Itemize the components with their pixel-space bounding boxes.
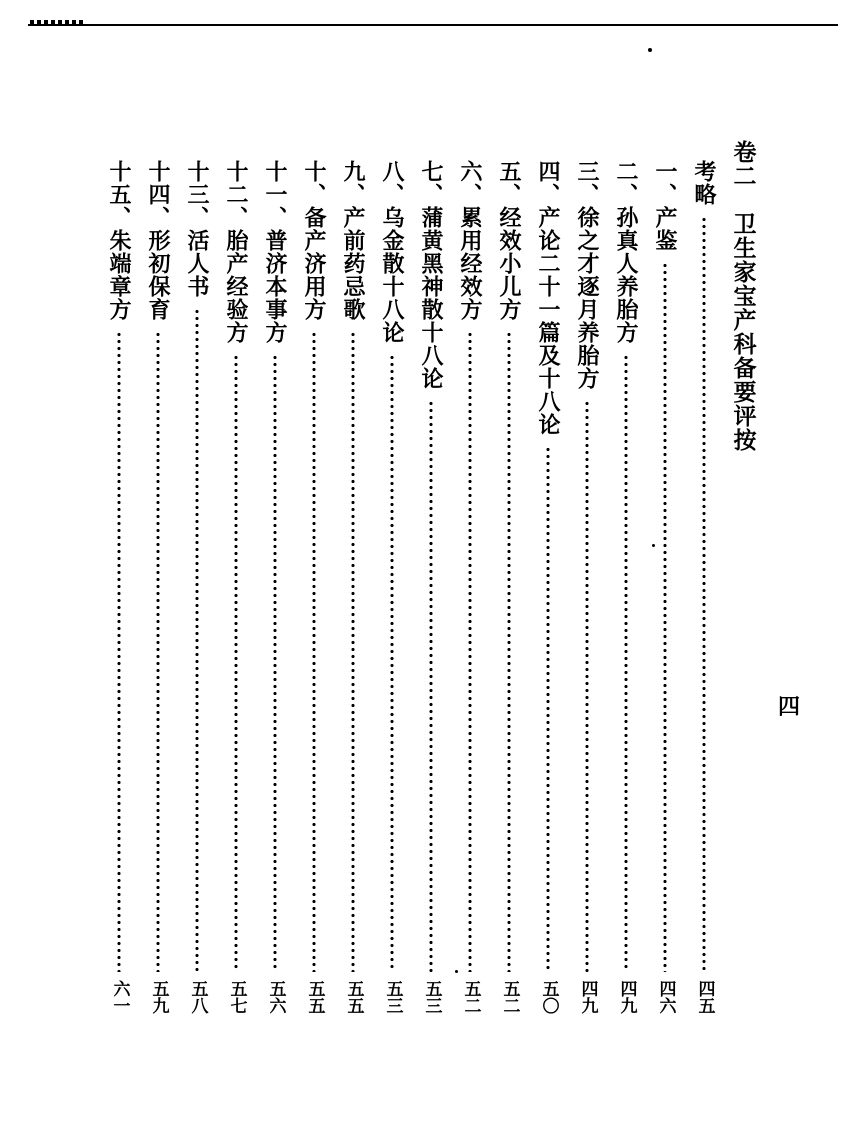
toc-entry[interactable] (453, 140, 487, 1020)
toc-leader-dots (546, 446, 550, 972)
toc-entry-title: 十二、胎产经验方 (223, 160, 249, 344)
toc-entry-page: 五七 (226, 980, 247, 1014)
toc-entry[interactable] (102, 140, 136, 1020)
page-number: 四 (778, 694, 801, 720)
toc-entry-title: 十一、普济本事方 (262, 160, 288, 344)
toc-entry-page: 五三 (421, 980, 442, 1014)
toc-leader-dots (507, 331, 511, 972)
toc-entry[interactable] (531, 140, 565, 1020)
toc-entry[interactable] (648, 140, 682, 1020)
toc-leader-dots (273, 354, 277, 972)
toc-entry-page: 五六 (265, 980, 286, 1014)
toc-leader-dots (234, 354, 238, 972)
toc-entry-page: 四九 (616, 980, 637, 1014)
toc-leader-dots (468, 331, 472, 972)
toc-entry-page: 五三 (382, 980, 403, 1014)
toc-entry[interactable] (570, 140, 604, 1020)
toc-leader-dots (702, 216, 706, 972)
toc-entry-title: 考略 (691, 160, 717, 206)
toc-entry[interactable] (687, 140, 721, 1020)
toc-entry-page: 五二 (499, 980, 520, 1014)
toc-entry-title: 六、累用经效方 (457, 160, 483, 321)
toc-leader-dots (312, 331, 316, 972)
toc-entry-page: 五九 (148, 980, 169, 1014)
toc-leader-dots (195, 308, 199, 972)
toc-entry-page: 四九 (577, 980, 598, 1014)
toc-entry[interactable] (297, 140, 331, 1020)
toc-entry-title: 十四、形初保育 (145, 160, 171, 321)
toc-entry[interactable] (336, 140, 370, 1020)
toc-leader-dots (429, 400, 433, 972)
toc-entry[interactable] (180, 140, 214, 1020)
toc-leader-dots (585, 400, 589, 972)
toc-entry[interactable] (414, 140, 448, 1020)
toc-entry-title: 二、孙真人养胎方 (613, 160, 639, 344)
toc-entry-title: 一、产鉴 (652, 160, 678, 252)
toc-entry-page: 六一 (109, 980, 130, 1014)
toc-entry-page: 五二 (460, 980, 481, 1014)
scan-speck (648, 48, 652, 52)
toc-entry[interactable] (219, 140, 253, 1020)
toc-leader-dots (351, 331, 355, 972)
toc-entry-page: 五〇 (538, 980, 559, 1014)
toc-leader-dots (663, 262, 667, 972)
toc-leader-dots (390, 354, 394, 972)
scan-edge-mark (30, 20, 84, 24)
toc-entry-page: 五八 (187, 980, 208, 1014)
toc-entry[interactable] (492, 140, 526, 1020)
top-rule (28, 24, 838, 26)
toc-entry[interactable] (141, 140, 175, 1020)
toc-entry[interactable] (609, 140, 643, 1020)
toc-entry-title: 四、产论二十一篇及十八论 (535, 160, 561, 436)
volume-title-column (726, 140, 760, 452)
toc-leader-dots (117, 331, 121, 972)
toc-entry-page: 五五 (343, 980, 364, 1014)
toc-entry-title: 八、乌金散十八论 (379, 160, 405, 344)
toc-entry-title: 三、徐之才逐月养胎方 (574, 160, 600, 390)
toc-entry-title: 十三、活人书 (184, 160, 210, 298)
toc-entry-title: 五、经效小儿方 (496, 160, 522, 321)
toc-entry-title: 十五、朱端章方 (106, 160, 132, 321)
volume-title: 卷二 卫生家宝产科备要评按 (729, 140, 757, 452)
toc-entry[interactable] (258, 140, 292, 1020)
toc-entry-page: 四五 (694, 980, 715, 1014)
toc-leader-dots (156, 331, 160, 972)
toc-leader-dots (624, 354, 628, 972)
toc-entry[interactable] (375, 140, 409, 1020)
toc-entry-title: 七、蒲黄黑神散十八论 (418, 160, 444, 390)
toc-entry-title: 九、产前药忌歌 (340, 160, 366, 321)
toc-entry-page: 五五 (304, 980, 325, 1014)
toc-entry-title: 十、备产济用方 (301, 160, 327, 321)
toc-entry-page: 四六 (655, 980, 676, 1014)
